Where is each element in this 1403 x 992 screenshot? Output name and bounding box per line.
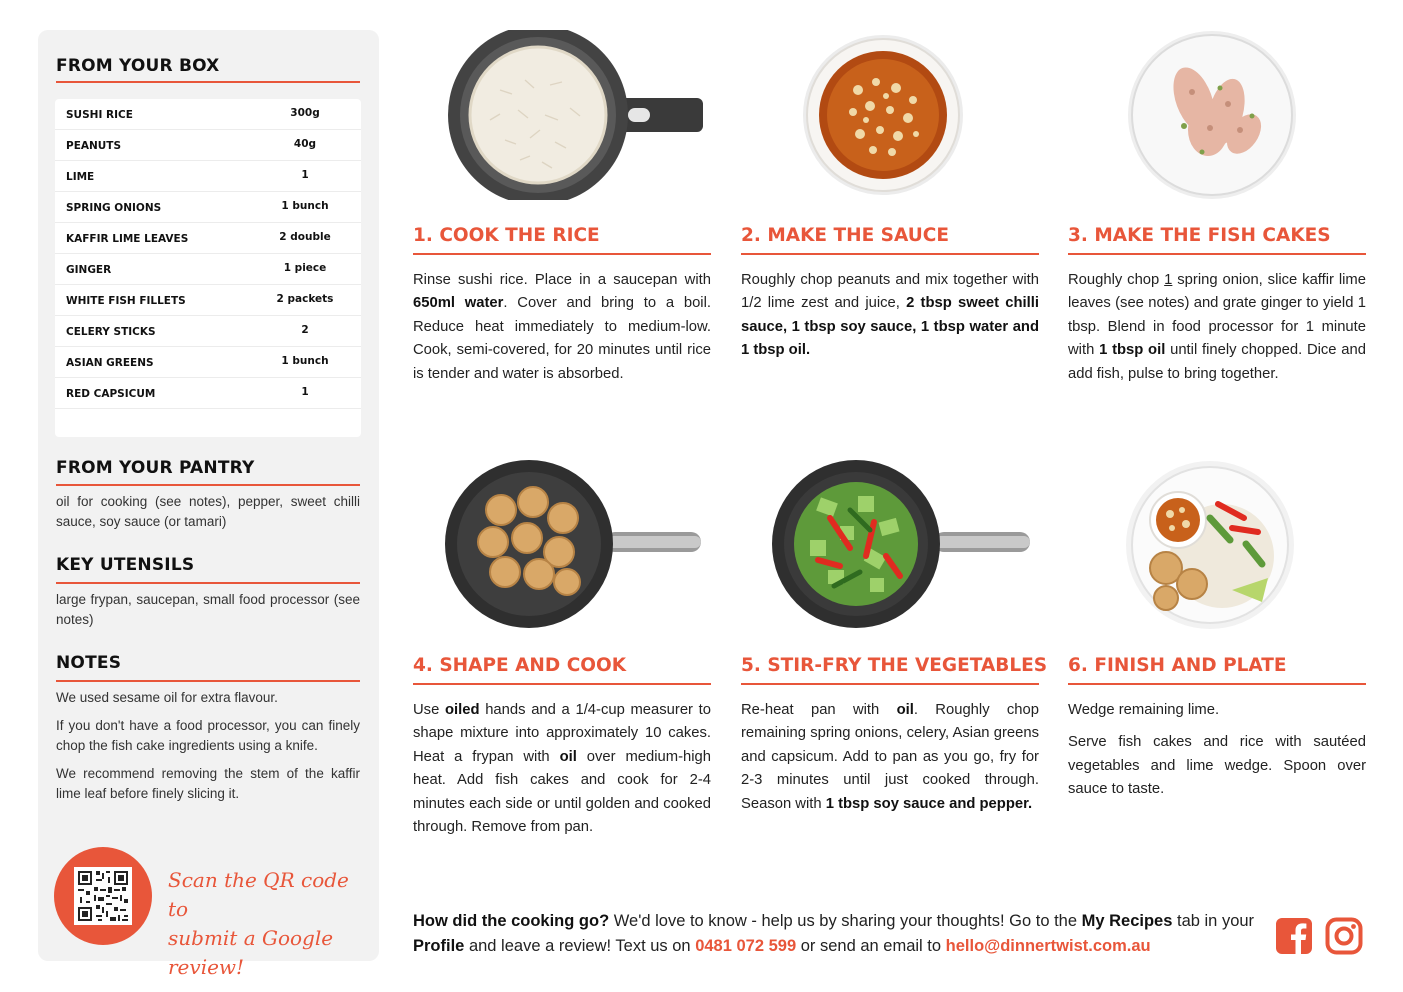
note-item: We used sesame oil for extra flavour. [56,690,278,705]
step-title: 6. FINISH AND PLATE [1068,655,1366,685]
step-body [413,269,711,386]
step-body [1068,699,1366,802]
ingredient-name: PEANUTS [66,140,122,152]
text-bold: oiled [445,702,480,718]
text-bold: 1 tbsp oil [1099,342,1166,359]
text-span: spring onion, slice kaffir lime leaves (see notes) and grate ginger to yield 1 tbsp. Blend in food processor for 1 minute with [1068,272,1366,359]
text-span: and leave a review! Text us on [464,937,696,955]
ingredient-name: WHITE FISH FILLETS [66,295,186,307]
instagram-icon[interactable] [1325,917,1363,955]
qr-badge [54,847,152,945]
step-paragraph [413,269,711,386]
step-title: 4. SHAPE AND COOK [413,655,711,685]
ingredient-row [55,192,361,223]
profile-label: Profile [413,937,465,955]
ingredient-qty: 2 double [279,231,331,243]
ingredient-qty: 1 bunch [281,355,329,367]
utensils-text: large frypan, saucepan, small food processor (see notes) [56,592,360,627]
ingredient-name: SPRING ONIONS [66,202,162,214]
sauce-bowl-photo [798,30,968,200]
ingredient-qty: 300g [290,107,320,119]
ingredient-name: ASIAN GREENS [66,357,154,369]
step-4 [413,655,711,839]
notes-title-rule [56,680,360,682]
my-recipes-label: My Recipes [1081,912,1173,930]
phone-link[interactable]: 0481 072 599 [695,937,797,955]
step-1 [413,225,711,386]
text-underline: 1 [1164,272,1173,288]
footer-question: How did the cooking go? [413,912,610,930]
text-span: hands and a 1/4-cup measurer to shape mixture into approximately 10 cakes. Heat a frypan with [413,702,711,765]
ingredient-name: KAFFIR LIME LEAVES [66,233,189,245]
text-span: Use [413,702,445,718]
ingredient-row [55,347,361,378]
qr-caption [168,866,368,982]
ingredient-name: SUSHI RICE [66,109,133,121]
ingredient-row [55,378,361,409]
ingredient-row [55,130,361,161]
step-title: 5. STIR-FRY THE VEGETABLES [741,655,1039,685]
ingredient-row [55,223,361,254]
text-span: over medium-high heat. Add fish cakes and cook for 2-4 minutes each side or until golden and cooked through. Remove from pan. [413,748,711,836]
text-span: We'd love to know - help us by sharing your thoughts! Go to the [609,912,1082,930]
qr-caption-line: Scan the QR code to [168,868,349,921]
step-body [741,269,1039,363]
step-body [1068,269,1366,386]
ingredients-sidebar [38,30,379,979]
text-bold: 650ml water [413,295,504,312]
step-3 [1068,225,1366,386]
ingredient-qty: 1 [301,169,309,181]
text-span: Rinse sushi rice. Place in a saucepan with [413,272,711,288]
utensils-title-rule [56,582,360,584]
step-paragraph: Serve fish cakes and rice with sautéed vegetables and lime wedge. Spoon over sauce to taste. [1068,734,1366,798]
ingredient-row [55,161,361,192]
utensils-title: KEY UTENSILS [56,555,195,575]
text-span: until finely chopped. Dice and add fish, pulse to bring together. [1068,342,1366,382]
ingredient-row [55,316,361,347]
ingredient-name: RED CAPSICUM [66,388,156,400]
ingredients-table [55,99,361,437]
step-title: 3. MAKE THE FISH CAKES [1068,225,1366,255]
text-span: tab in your [1172,912,1255,930]
email-link[interactable]: hello@dinnertwist.com.au [945,937,1151,955]
box-title-rule [56,81,360,83]
text-span: Re-heat pan with [741,702,897,718]
step-title: 2. MAKE THE SAUCE [741,225,1039,255]
ingredient-qty: 2 [301,324,309,336]
step-paragraph [413,699,711,839]
fish-cakes-pan-photo [445,460,705,630]
fish-mixture-bowl-photo [1124,30,1300,200]
rice-pan-photo [430,30,710,200]
ingredient-qty: 1 piece [283,262,327,274]
step-body [741,699,1039,816]
ingredient-qty: 2 packets [276,293,334,305]
note-item: If you don't have a food processor, you can finely chop the fish cake ingredients using a knife. [56,718,360,753]
pantry-text: oil for cooking (see notes), pepper, sweet chilli sauce, soy sauce (or tamari) [56,494,360,529]
note-item: We recommend removing the stem of the kaffir lime leaf before finely slicing it. [56,766,360,801]
text-bold: oil [559,748,577,765]
ingredient-name: CELERY STICKS [66,326,156,338]
step-paragraph [1068,269,1366,386]
ingredient-qty: 40g [293,138,317,150]
pantry-title: FROM YOUR PANTRY [56,458,255,478]
box-title: FROM YOUR BOX [56,56,220,76]
step-title: 1. COOK THE RICE [413,225,711,255]
step-6 [1068,655,1366,802]
text-span: Roughly chop [1068,272,1165,288]
text-bold: 1 tbsp soy sauce and pepper. [825,795,1033,812]
step-5 [741,655,1048,816]
qr-caption-line: submit a Google review! [168,926,334,979]
ingredient-qty: 1 bunch [281,200,329,212]
feedback-footer [413,909,1263,959]
plated-dish-photo [1122,460,1298,630]
text-span: . Roughly chop remaining spring onions, celery, Asian greens and capsicum. Add to pan as you go, fry for 2-3 minutes until just cooked through. Season with [741,702,1039,812]
step-paragraph [741,269,1039,363]
text-span: or send an email to [796,937,946,955]
facebook-icon[interactable] [1275,917,1313,955]
text-bold: oil [896,702,914,718]
ingredient-row [55,99,361,130]
text-span: . Cover and bring to a boil. Reduce heat immediately to medium-low. Cook, semi-covered, for 20 minutes until rice is tender and water is absorbed. [413,295,711,382]
pantry-title-rule [56,484,360,486]
ingredient-row [55,254,361,285]
vegetables-pan-photo [770,460,1032,630]
text-span: Roughly chop peanuts and mix together with 1/2 lime zest and juice, [741,272,1039,312]
notes-title: NOTES [56,653,122,673]
step-paragraph [741,699,1039,816]
ingredient-name: GINGER [66,264,112,276]
step-2 [741,225,1039,363]
ingredient-row [55,285,361,316]
qr-code-icon[interactable] [74,867,132,925]
step-body [413,699,711,839]
ingredient-name: LIME [66,171,95,183]
ingredient-qty: 1 [301,386,309,398]
text-bold: 2 tbsp sweet chilli sauce, 1 tbsp soy sauce, 1 tbsp water and 1 tbsp oil. [741,295,1040,359]
step-paragraph: Wedge remaining lime. [1068,702,1220,718]
